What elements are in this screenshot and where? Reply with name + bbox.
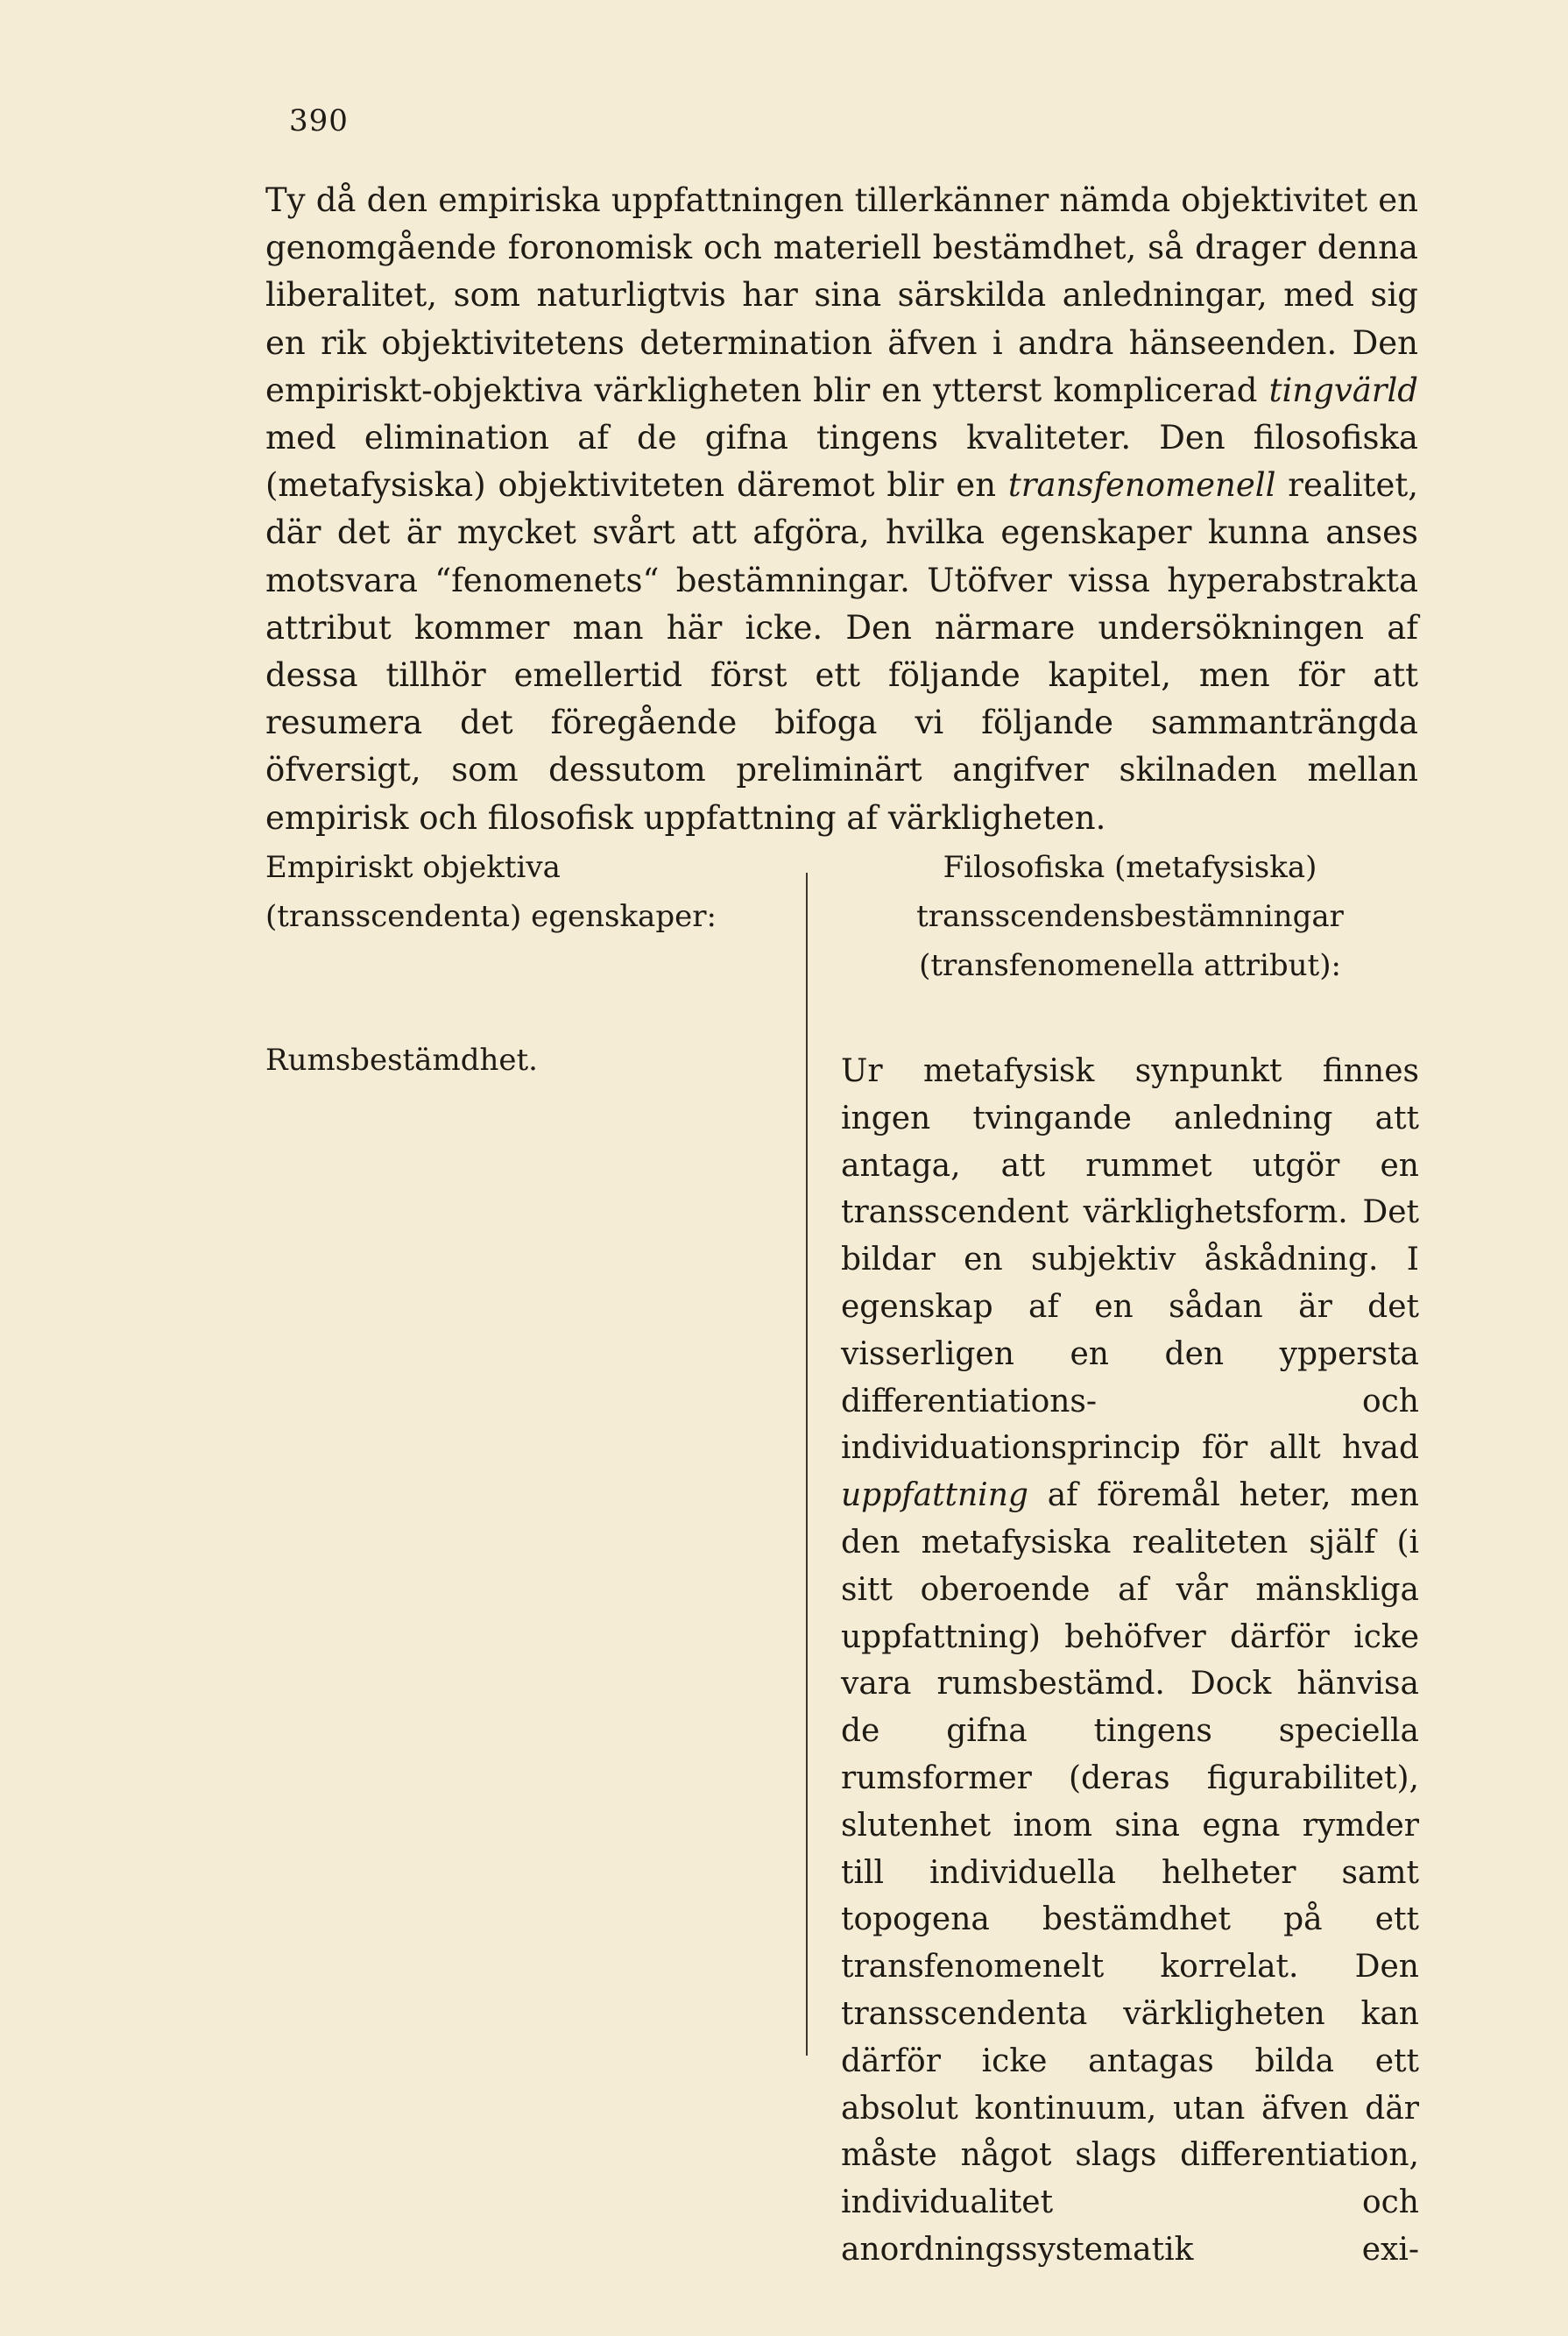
intro-text-3: realitet, där det är mycket svårt att afgöra, hvilka egenskaper kunna anses motsvara “fenomenets“ bestämningar. Utöfver vissa hyperabstrakta attribut kommer man här icke. Den närmare undersökningen af dessa tillhör emellertid först ett följande kapitel, men för att resumera det föregående bifoga vi följande sammanträngda öfversigt, som dessutom preliminärt angifver skilnaden mellan empirisk och filosofisk uppfattning af värkligheten.	[265, 466, 1418, 837]
column-divider	[806, 873, 808, 2056]
intro-italic-term-1: tingvärld	[1268, 371, 1418, 409]
right-column	[841, 843, 1419, 2274]
intro-paragraph	[265, 177, 1418, 842]
right-body-text-1: Ur metafysisk synpunkt finnes ingen tvingande anledning att antaga, att rummet utgör en transscendent värklighetsform. Det bildar en subjektiv åskådning. I egenskap af en sådan är det visserligen en den yppersta differentiations- och individuationsprincip för allt hvad	[841, 1053, 1419, 1467]
intro-italic-term-2: transfenomenell	[1007, 466, 1276, 505]
right-column-heading: Filosofiska (metafysiska) transscendensbestämningar (transfenomenella attribut):	[916, 850, 1344, 983]
page-number: 390	[289, 103, 349, 138]
right-body-text-2: af föremål heter, men den metafysiska realiteten själf (i sitt oberoende af vår mänskliga uppfattning) behöfver därför icke vara rumsbestämd. Dock hänvisa de gifna tingens speciella rumsformer (deras figurabilitet), slutenhet inom sina egna rymder till individuella helheter samt topogena bestämdhet på ett transfenomenelt korrelat. Den transscendenta värkligheten kan därför icke antagas bilda ett absolut kontinuum, utan äfven där måste något slags differentiation, individualitet och anordningssystematik exi-	[841, 1477, 1419, 2268]
intro-text-2: med elimination af de gifna tingens kvaliteter. Den filosofiska (metafysiska) objektiviteten däremot blir en	[265, 419, 1418, 505]
right-column-body	[841, 1048, 1419, 2274]
left-column	[265, 843, 809, 1085]
left-column-heading: Empiriskt objektiva (transscendenta) egenskaper:	[265, 850, 717, 934]
intro-text-1: Ty då den empiriska uppfattningen tillerkänner nämda objektivitet en genomgående foronomisk och materiell bestämdhet, så drager denna liberalitet, som naturligtvis har sina särskilda anledningar, med sig en rik objektivitetens determination äfven i andra hänseenden. Den empiriskt-objektiva värkligheten blir en ytterst komplicerad	[265, 181, 1418, 409]
right-body-italic-term: uppfattning	[841, 1477, 1028, 1514]
left-column-term: Rumsbestämdhet.	[265, 1043, 538, 1078]
